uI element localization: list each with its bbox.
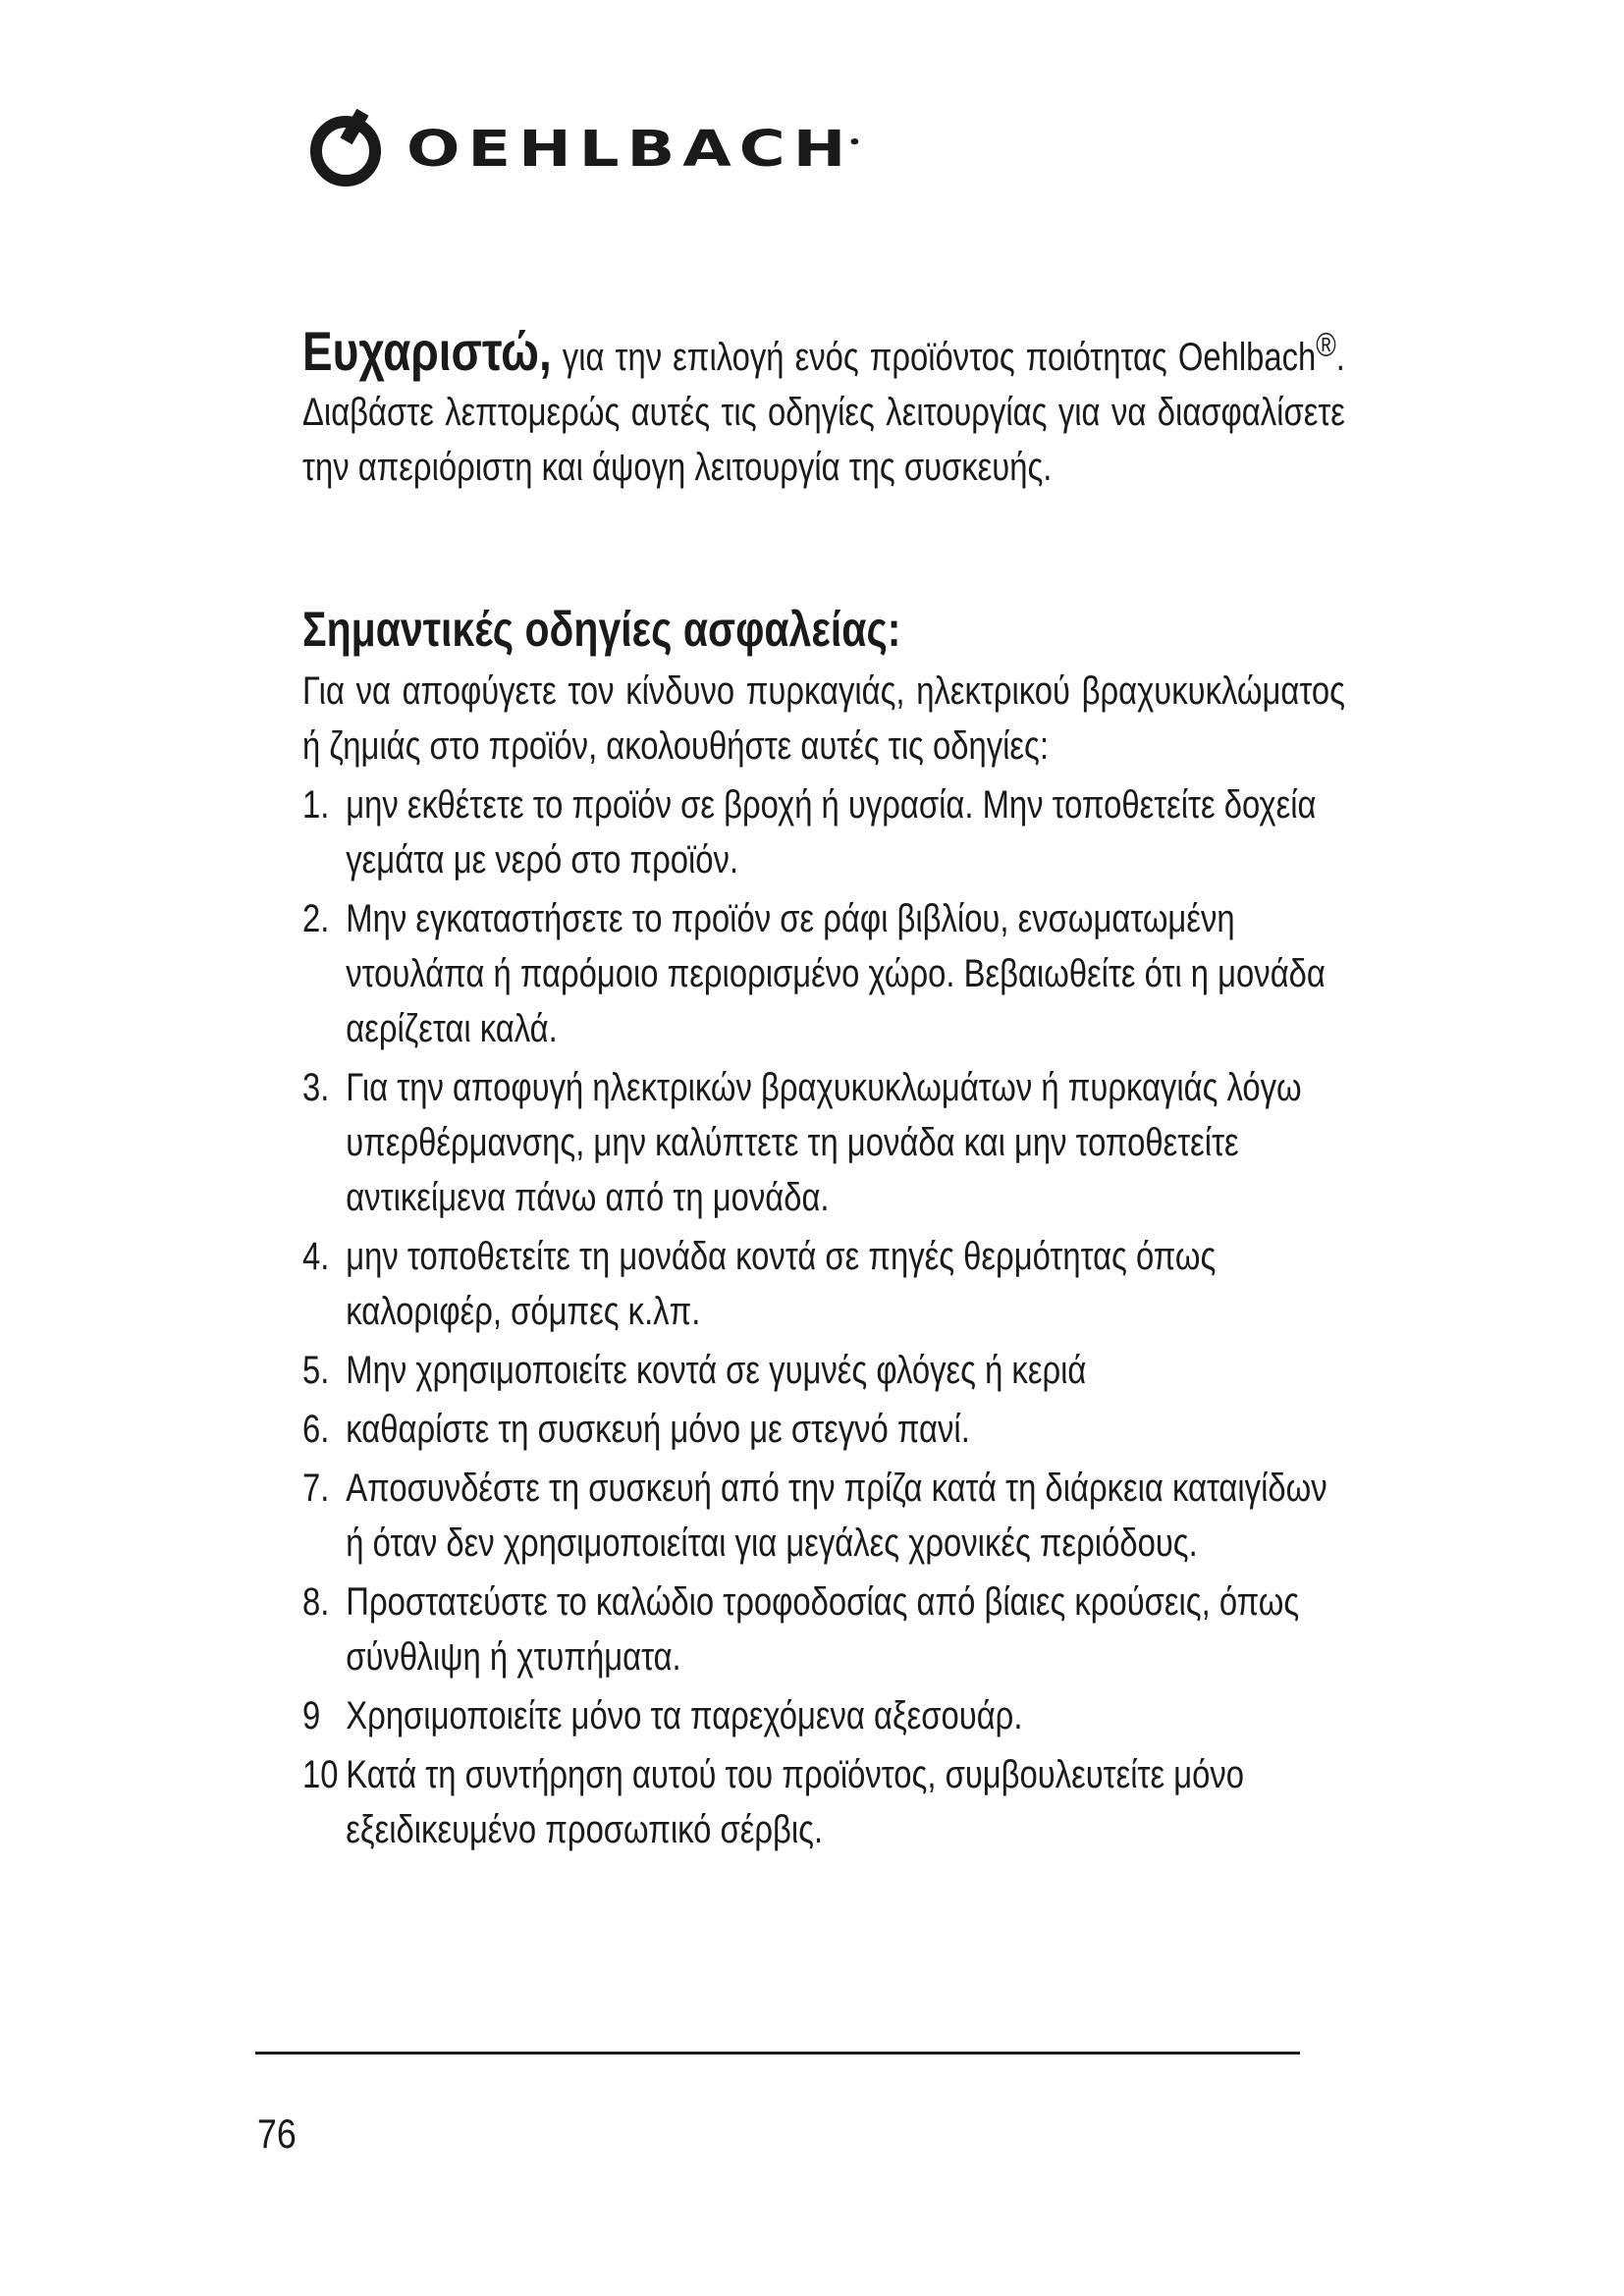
brand-logo: [304, 108, 869, 190]
intro-paragraph: [302, 320, 1345, 495]
list-item-text: Χρησιμοποιείτε μόνο τα παρεχόμενα αξεσουάρ.: [346, 1694, 1023, 1737]
intro-text-start: για την επιλογή ενός προϊόντος ποιότητας Oehlbach: [551, 336, 1317, 379]
list-item-number: 3.: [302, 1066, 330, 1109]
list-item-text: Μην χρησιμοποιείτε κοντά σε γυμνές φλόγες ή κεριά: [346, 1349, 1087, 1392]
list-item-number: 5.: [302, 1349, 330, 1392]
list-item-number: 1.: [302, 783, 330, 827]
list-item: [302, 1575, 1345, 1684]
list-item-number: 4.: [302, 1235, 330, 1278]
list-item: [302, 1402, 1345, 1457]
list-item-text: καθαρίστε τη συσκευή μόνο με στεγνό πανί.: [346, 1408, 970, 1451]
intro-text-rest: . Διαβάστε λεπτομερώς αυτές τις οδηγίες λειτουργίας για να διασφαλίσετε την απεριόριστη και άψογη λειτουργία της συσκευής.: [302, 336, 1345, 489]
page-number: 76: [257, 2110, 297, 2157]
list-item-number: 9: [302, 1694, 321, 1737]
list-item: [302, 777, 1345, 887]
registered-mark: ®: [1316, 326, 1336, 364]
list-item-text: Για την αποφυγή ηλεκτρικών βραχυκυκλωμάτων ή πυρκαγιάς λόγω υπερθέρμανσης, μην καλύπτετε τη μονάδα και μην τοποθετείτε αντικείμενα πάνω από τη μονάδα.: [346, 1066, 1302, 1219]
list-item-text: Κατά τη συντήρηση αυτού του προϊόντος, συμβουλευτείτε μόνο εξειδικευμένο προσωπικό σέρβις.: [346, 1753, 1245, 1851]
list-item-text: μην τοποθετείτε τη μονάδα κοντά σε πηγές θερμότητας όπως καλοριφέρ, σόμπες κ.λπ.: [346, 1235, 1217, 1333]
safety-intro: Για να αποφύγετε τον κίνδυνο πυρκαγιάς, ηλεκτρικού βραχυκυκλώματος ή ζημιάς στο προϊόν, ακολουθήστε αυτές τις οδηγίες:: [302, 669, 1345, 768]
list-item: [302, 1688, 1345, 1743]
oehlbach-logo-icon: [304, 108, 387, 190]
list-item-text: Μην εγκαταστήσετε το προϊόν σε ράφι βιβλίου, ενσωματωμένη ντουλάπα ή παρόμοιο περιορισμένο χώρο. Βεβαιωθείτε ότι η μονάδα αερίζεται καλά.: [346, 897, 1326, 1050]
list-item-number: 10: [302, 1753, 339, 1796]
safety-heading: Σημαντικές οδηγίες ασφαλείας:: [302, 602, 901, 657]
list-item-number: 7.: [302, 1467, 330, 1510]
intro-lead: Ευχαριστώ,: [302, 320, 552, 382]
intro-section: [302, 320, 1345, 495]
list-item-text: Αποσυνδέστε τη συσκευή από την πρίζα κατά τη διάρκεια καταιγίδων ή όταν δεν χρησιμοποιείται για μεγάλες χρονικές περιόδους.: [346, 1467, 1327, 1565]
list-item-number: 8.: [302, 1580, 330, 1624]
list-item: [302, 1461, 1345, 1571]
list-item: [302, 1343, 1345, 1398]
list-item-text: μην εκθέτετε το προϊόν σε βροχή ή υγρασία. Μην τοποθετείτε δοχεία γεμάτα με νερό στο προϊόν.: [346, 783, 1317, 881]
list-item: [302, 1229, 1345, 1339]
footer-divider: [255, 2052, 1300, 2055]
list-item: [302, 1747, 1345, 1857]
safety-section: [302, 597, 1345, 1861]
list-item-number: 6.: [302, 1408, 330, 1451]
list-item: [302, 1060, 1345, 1225]
list-item-number: 2.: [302, 897, 330, 940]
list-item: [302, 891, 1345, 1056]
logo-wordmark: OEHLBACH•: [406, 120, 870, 179]
list-item-text: Προστατεύστε το καλώδιο τροφοδοσίας από βίαιες κρούσεις, όπως σύνθλιψη ή χτυπήματα.: [346, 1580, 1300, 1679]
safety-rules-list: [302, 777, 1345, 1857]
